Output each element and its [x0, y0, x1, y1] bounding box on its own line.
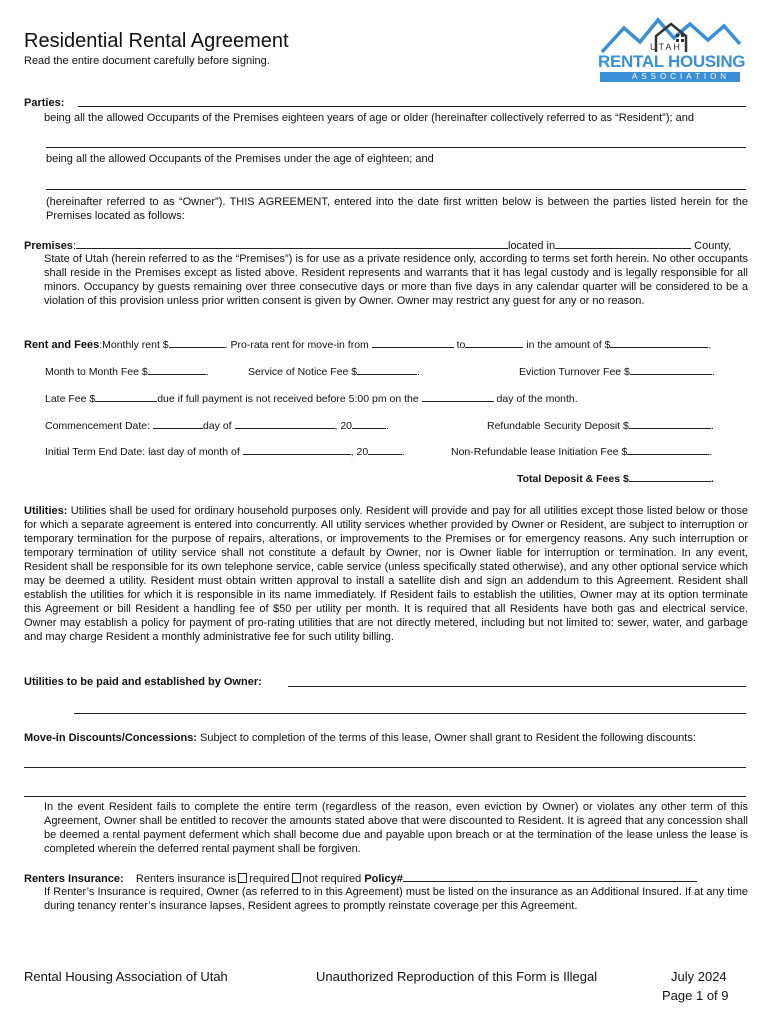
insurance-body: If Renter’s Insurance is required, Owner (as referred to in this Agreement) must be listed on the insurance as an Additional Insured. If at any time during tenancy renter’s insurance lapses, Resident agrees to promptly reinstate coverage per this Agreement.	[44, 886, 748, 912]
commencement-date: Commencement Date: day of , 20 .	[45, 420, 389, 432]
movein-line-2[interactable]	[24, 796, 746, 797]
service-notice-field[interactable]	[357, 364, 417, 375]
late-fee-day-field[interactable]	[422, 391, 494, 402]
utilities-owner-line-1[interactable]	[288, 686, 746, 687]
insurance-row: Renters Insurance: Renters insurance is required not required Policy#	[24, 871, 697, 886]
policy-number-field[interactable]	[403, 871, 697, 882]
rent-row-1: Rent and Fees:Monthly rent $ . Pro-rata rent for move-in from to in the amount of $ .	[24, 339, 712, 351]
footer-page: Page 1 of 9	[662, 988, 729, 1003]
refundable-deposit: Refundable Security Deposit $ .	[487, 420, 714, 432]
nonrefundable-fee: Non-Refundable lease Initiation Fee $ .	[451, 446, 713, 458]
logo-main-text: RENTAL HOUSING	[598, 52, 746, 71]
service-notice-fee: Service of Notice Fee $ .	[248, 366, 421, 378]
movein-body: In the event Resident fails to complete the entire term (regardless of the reason, even eviction by Owner) or violates any other term of this Agreement, Owner shall be entitled to recover the amounts stated above that were discounted to Resident. It is agreed that any concession shall be deemed a rental payment deferment which shall become due and payable upon breach or at the termination of the lease unless the lease is completed wherein the deferred rental payment shall be forgiven.	[44, 801, 748, 855]
initial-term-end: Initial Term End Date: last day of month of , 20 .	[45, 446, 406, 458]
required-checkbox[interactable]	[238, 873, 247, 883]
parties-occupants-adults: being all the allowed Occupants of the Premises eighteen years of age or older (hereinafter collectively referred to as “Resident”); and	[44, 112, 694, 124]
parties-occupants-minors: being all the allowed Occupants of the Premises under the age of eighteen; and	[46, 153, 434, 165]
prorata-from-field[interactable]	[372, 337, 454, 348]
parties-owner-text: (hereinafter referred to as “Owner”). THIS AGREEMENT, entered into the date first written below is between the parties listed herein for the Premises located as follows:	[46, 196, 748, 222]
eviction-turnover-field[interactable]	[630, 364, 712, 375]
footer-date: July 2024	[671, 969, 727, 984]
utilities-owner-row: Utilities to be paid and established by Owner:	[24, 676, 262, 688]
footer-notice: Unauthorized Reproduction of this Form is Illegal	[316, 969, 598, 984]
footer-org: Rental Housing Association of Utah	[24, 969, 228, 984]
late-fee-row: Late Fee $ due if full payment is not received before 5:00 pm on the day of the month.	[45, 393, 578, 405]
parties-line-2[interactable]	[46, 147, 746, 148]
parties-line-1[interactable]	[78, 106, 746, 107]
eviction-turnover-fee: Eviction Turnover Fee $ .	[519, 366, 715, 378]
premises-address-field[interactable]	[76, 238, 508, 249]
utilities-section: Utilities: Utilities shall be used for ordinary household purposes only. Resident will provide and pay for all utilities except those listed below or those for which a separate agreement is entered into concurrently. All utility services whether provided by Owner or Resident, are subject to interruption or temporary termination for the purpose of repairs, alterations, or improvements to the Premises or for emergency reasons. Any such interruption or temporary termination of utility service shall not constitute a default by Owner, nor is Owner liable for interruption or termination. In any event, Resident shall be responsible for its own telephone service, cable service (unless specifically stated otherwise), and any other optional service which may be deemed a utility. Resident must obtain written approval to install a satellite dish and sign an addendum to this Agreement. Resident shall establish the utilities for which it is responsible in its name immediately. If Resident fails to establish the utilities, Owner may at its option terminate this Agreement or bill Resident a handling fee of $50 per utility per month. It is required that all Residents have both gas and electrical service. Owner may establish a policy for payment of pro-rating utilities that are not directly metered, including but not limited to: sewer, water, and garbage and may charge Resident a monthly administrative fee for such utility billing.	[24, 505, 748, 643]
initial-term-year-field[interactable]	[368, 444, 402, 455]
premises-county-field[interactable]	[555, 238, 691, 249]
prorata-to-field[interactable]	[465, 337, 523, 348]
monthly-rent-field[interactable]	[169, 337, 225, 348]
refundable-deposit-field[interactable]	[629, 418, 711, 429]
premises-line: Premises: located in County,	[24, 240, 732, 252]
late-fee-field[interactable]	[95, 391, 157, 402]
page-subtitle: Read the entire document carefully before signing.	[24, 55, 270, 67]
month-to-month-field[interactable]	[148, 364, 206, 375]
logo-top-text: UTAH	[650, 42, 682, 52]
premises-body: State of Utah (herein referred to as the “Premises”) is for use as a private residence only, according to terms set forth herein. No other occupants shall reside in the Premises except as listed above. Resident represents and warrants that it has legal custody and is legally responsible for all minors. Occupancy by guests remaining over three consecutive days or more than five days in any calendar quarter will be considered to be a violation of this provision unless prior written consent is given by Owner. Owner may restrict any guest for any or no reason.	[44, 253, 748, 307]
movein-line-1[interactable]	[24, 767, 746, 768]
month-to-month-fee: Month to Month Fee $ .	[45, 366, 209, 378]
nonrefundable-fee-field[interactable]	[627, 444, 709, 455]
page-title: Residential Rental Agreement	[24, 30, 289, 52]
prorata-amount-field[interactable]	[610, 337, 708, 348]
parties-line-3[interactable]	[46, 189, 746, 190]
parties-label: Parties:	[24, 97, 65, 109]
commencement-month-field[interactable]	[235, 418, 335, 429]
initial-term-month-field[interactable]	[243, 444, 351, 455]
commencement-day-field[interactable]	[153, 418, 203, 429]
movein-row: Move-in Discounts/Concessions: Subject to completion of the terms of this lease, Owner shall grant to Resident the following discounts:	[24, 732, 696, 744]
rha-logo	[596, 14, 746, 84]
logo-bottom-text: ASSOCIATION	[632, 72, 731, 81]
utilities-owner-line-2[interactable]	[74, 713, 746, 714]
total-deposit-field[interactable]	[629, 471, 711, 482]
commencement-year-field[interactable]	[352, 418, 386, 429]
not-required-checkbox[interactable]	[292, 873, 301, 883]
total-deposit-fees: Total Deposit & Fees $ .	[517, 473, 714, 485]
